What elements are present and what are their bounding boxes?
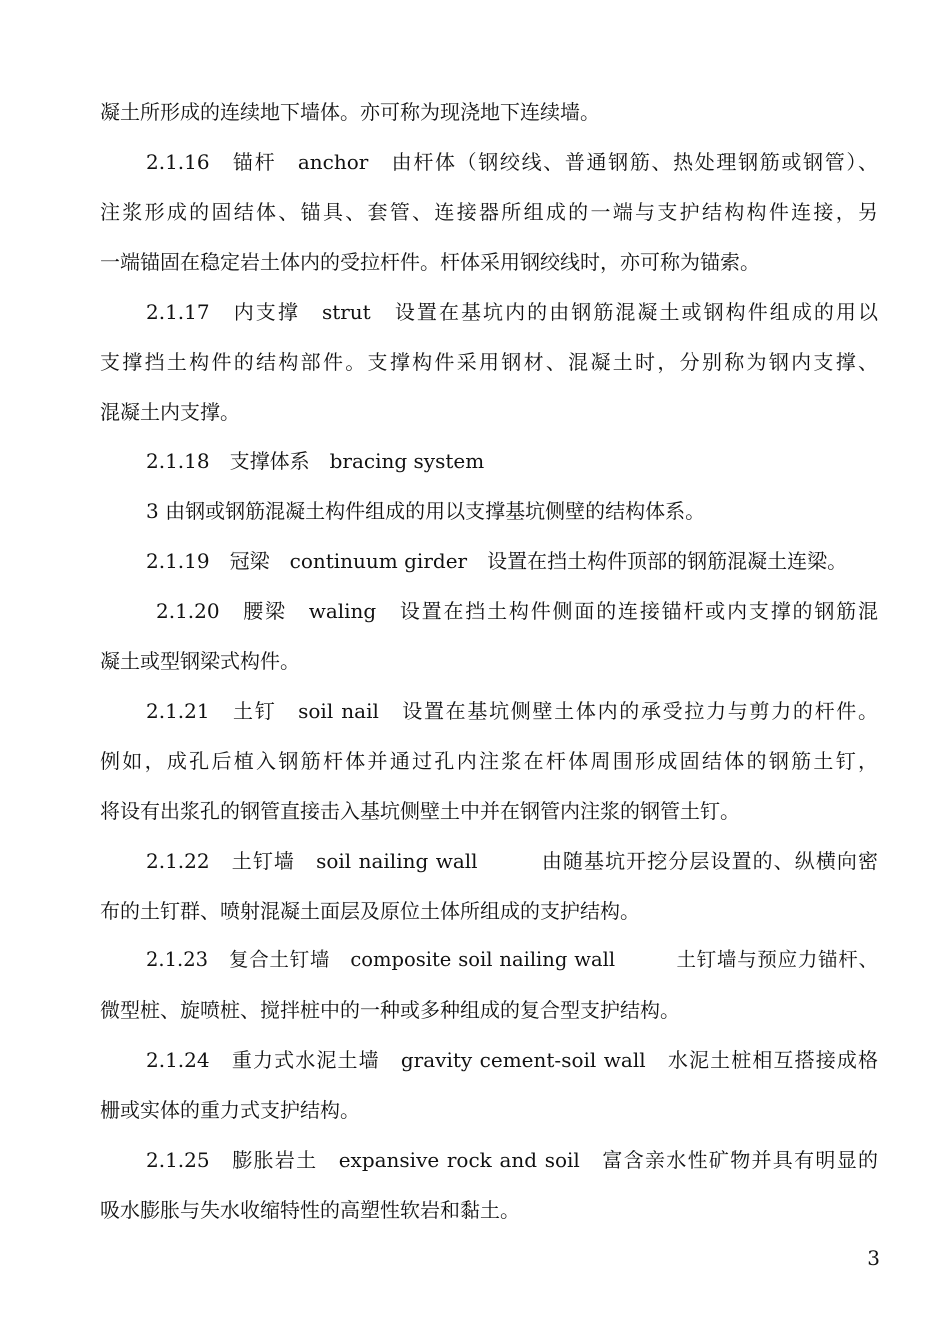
text-line: 吸水膨胀与失水收缩特性的高塑性软岩和黏土。	[100, 1198, 520, 1222]
term-2-1-17: 2.1.17 内支撑 strut 设置在基坑内的由钢筋混凝土或钢构件组成的用以	[146, 300, 878, 324]
term-2-1-16: 2.1.16 锚杆 anchor 由杆体（钢绞线、普通钢筋、热处理钢筋或钢管）、	[146, 150, 878, 174]
text-line: 栅或实体的重力式支护结构。	[100, 1098, 360, 1122]
term-2-1-25: 2.1.25 膨胀岩土 expansive rock and soil 富含亲水性矿物并具有明显的	[146, 1148, 878, 1172]
text-line: 3 由钢或钢筋混凝土构件组成的用以支撑基坑侧壁的结构体系。	[146, 499, 706, 523]
text-line: 注浆形成的固结体、锚具、套管、连接器所组成的一端与支护结构构件连接，另	[100, 200, 878, 224]
term-2-1-23: 2.1.23 复合土钉墙 composite soil nailing wall 土钉墙与预应力锚杆、	[146, 948, 878, 971]
term-2-1-22: 2.1.22 土钉墙 soil nailing wall 由随基坑开挖分层设置的、纵横向密	[146, 849, 878, 873]
text-line: 凝土所形成的连续地下墙体。亦可称为现浇地下连续墙。	[100, 100, 600, 124]
text-line: 支撑挡土构件的结构部件。支撑构件采用钢材、混凝土时，分别称为钢内支撑、	[100, 350, 878, 374]
term-2-1-19: 2.1.19 冠梁 continuum girder 设置在挡土构件顶部的钢筋混凝土连梁。	[146, 549, 848, 573]
text-line: 布的土钉群、喷射混凝土面层及原位土体所组成的支护结构。	[100, 899, 640, 923]
text-line: 一端锚固在稳定岩土体内的受拉杆件。杆体采用钢绞线时，亦可称为锚索。	[100, 250, 760, 274]
text-line: 将设有出浆孔的钢管直接击入基坑侧壁土中并在钢管内注浆的钢管土钉。	[100, 799, 740, 823]
term-2-1-18: 2.1.18 支撑体系 bracing system	[146, 449, 485, 473]
text-line: 微型桩、旋喷桩、搅拌桩中的一种或多种组成的复合型支护结构。	[100, 998, 680, 1022]
text-line: 例如，成孔后植入钢筋杆体并通过孔内注浆在杆体周围形成固结体的钢筋土钉，	[100, 749, 878, 773]
text-line: 混凝土内支撑。	[100, 400, 240, 424]
page-number: 3	[867, 1246, 880, 1270]
term-2-1-24: 2.1.24 重力式水泥土墙 gravity cement-soil wall 水泥土桩相互搭接成格	[146, 1048, 878, 1072]
text-line: 凝土或型钢梁式构件。	[100, 649, 300, 673]
term-2-1-21: 2.1.21 土钉 soil nail 设置在基坑侧壁土体内的承受拉力与剪力的杆件。	[146, 699, 878, 723]
term-2-1-20: 2.1.20 腰梁 waling 设置在挡土构件侧面的连接锚杆或内支撑的钢筋混	[156, 599, 878, 623]
